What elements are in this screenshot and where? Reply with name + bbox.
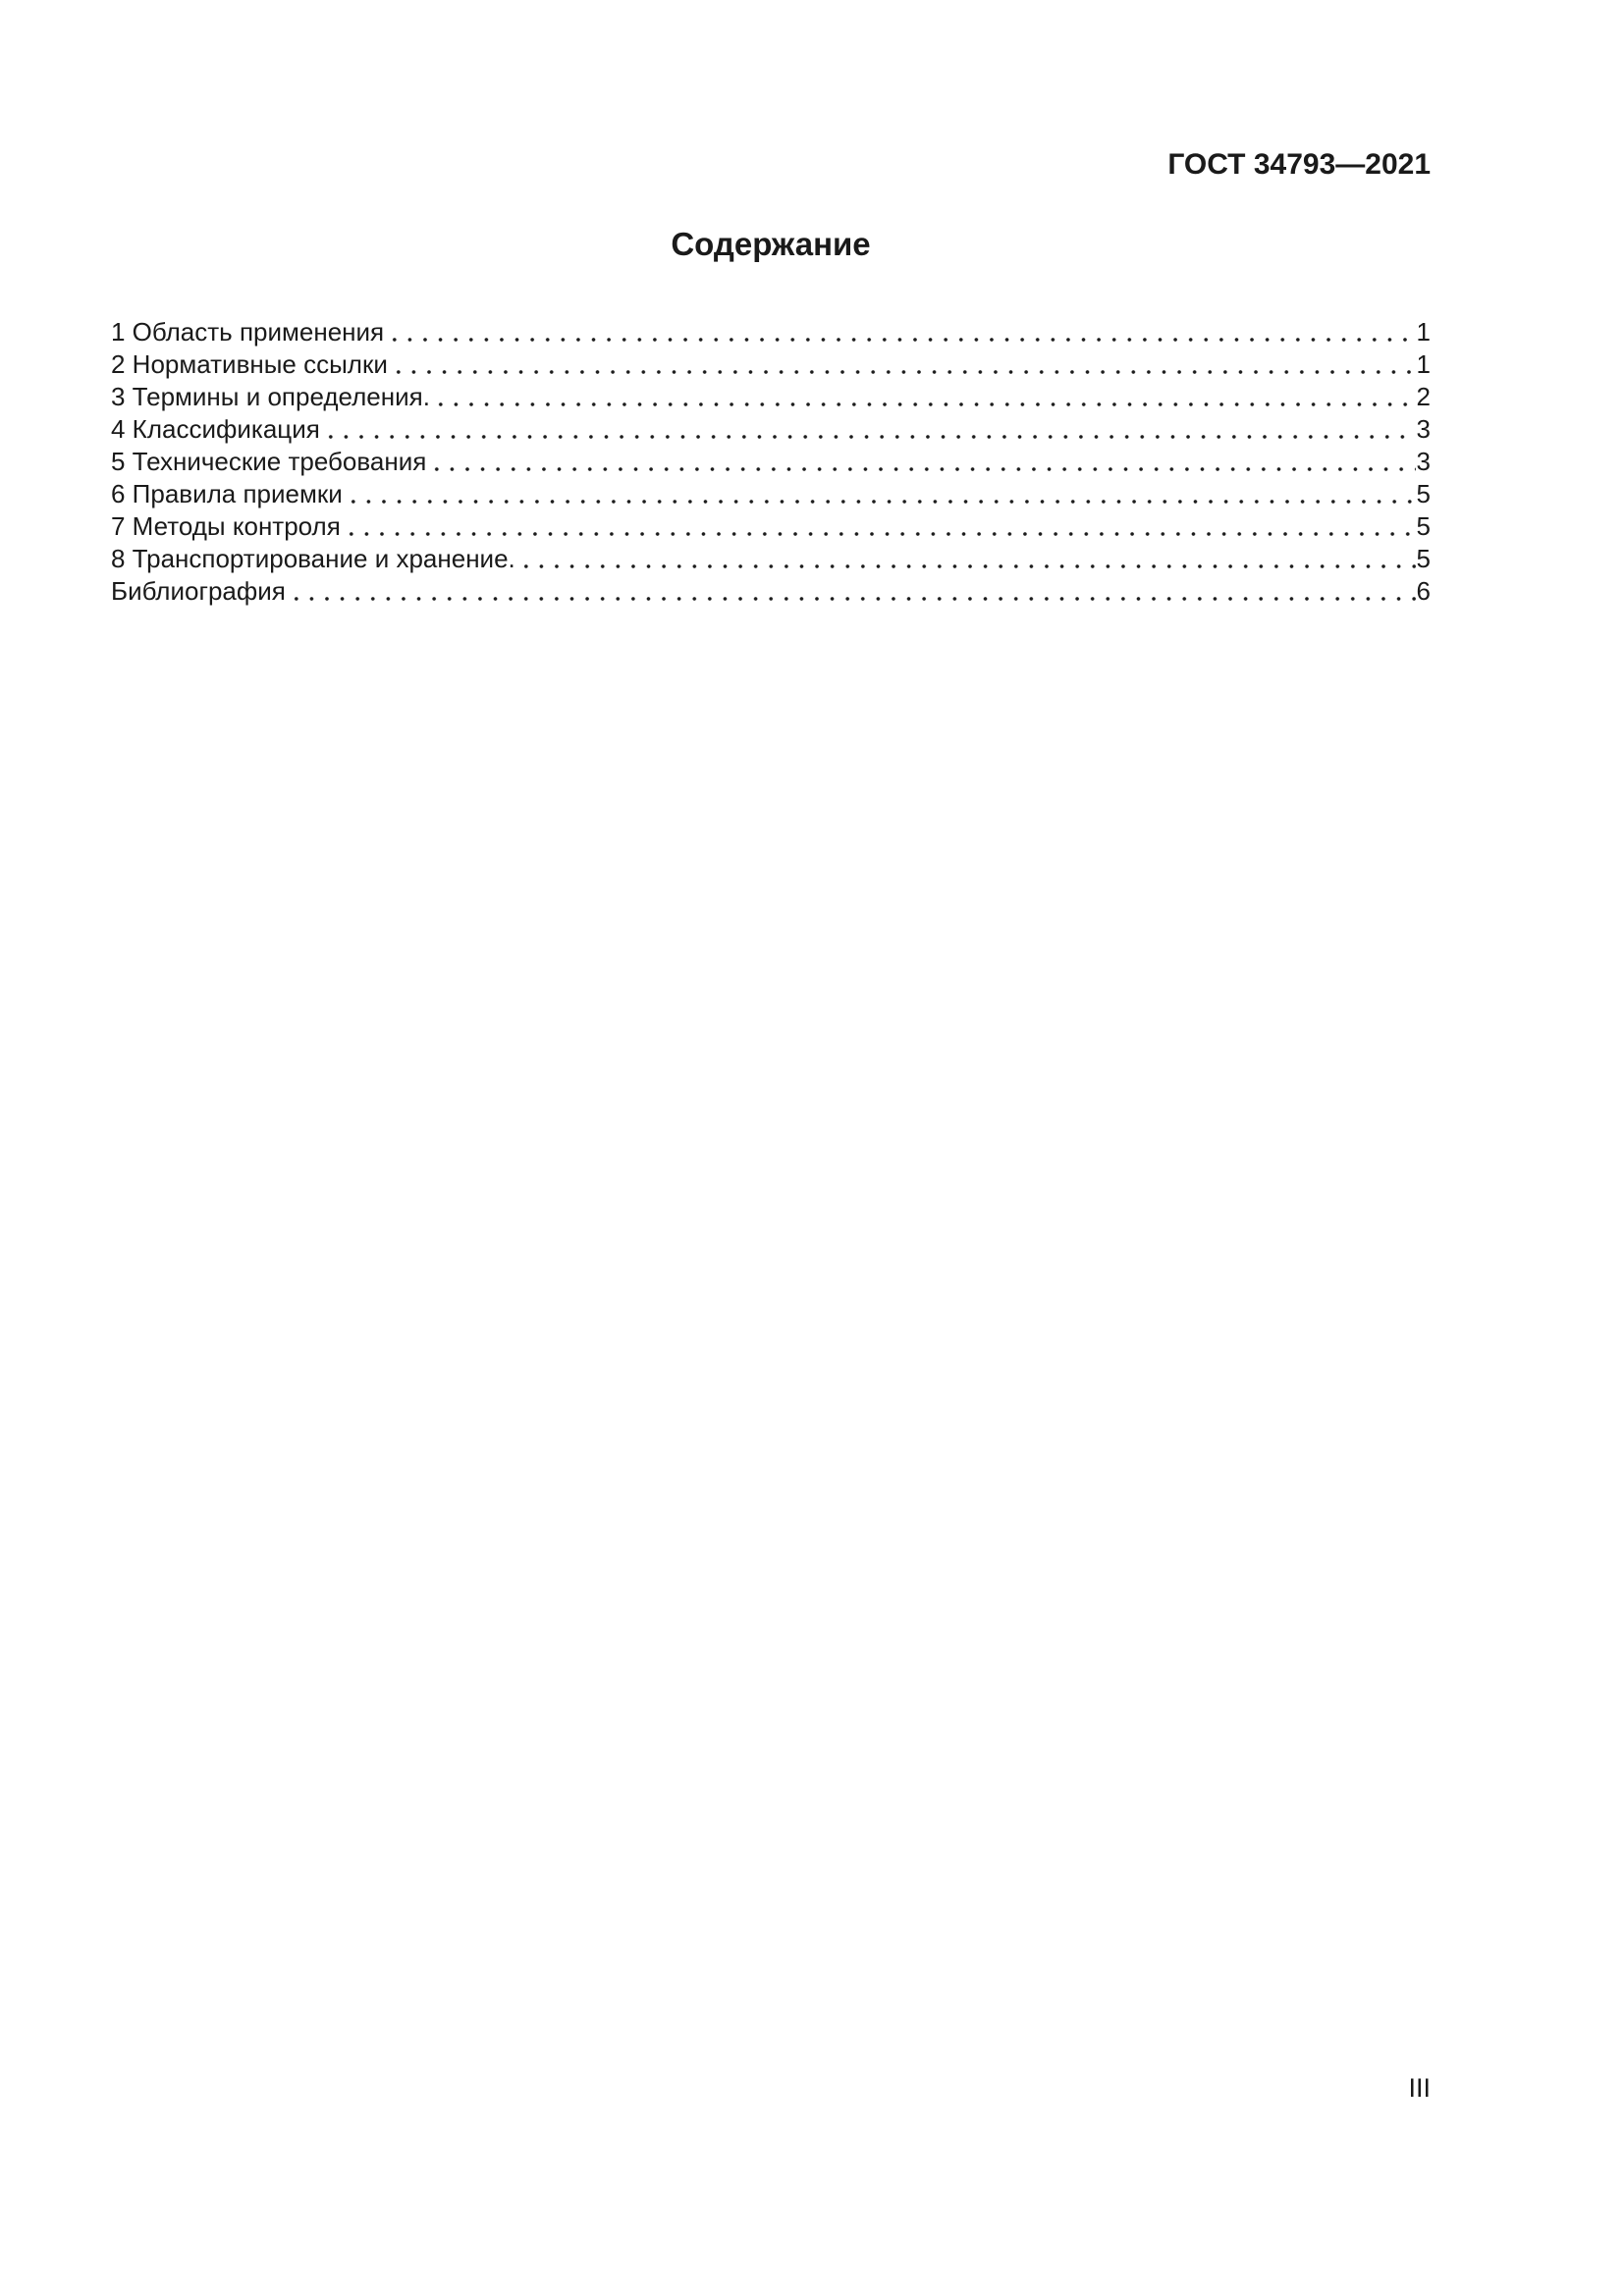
toc-entry [111, 446, 1431, 478]
toc-entry-page-number: 5 [1416, 479, 1431, 508]
page-number: III [1408, 2073, 1431, 2103]
page-title: Содержание [671, 226, 871, 262]
toc-entry [111, 510, 1431, 543]
toc-entry-label: Библиография [111, 576, 286, 606]
toc-entry [111, 413, 1431, 446]
toc-entry-page-number: 2 [1416, 382, 1431, 411]
toc-entry-label: 8 Транспортирование и хранение. [111, 544, 515, 573]
toc-entry-page-number: 5 [1416, 511, 1431, 541]
toc-entry [111, 316, 1431, 348]
toc-entry [111, 381, 1431, 413]
toc-entry-page-number: 1 [1416, 349, 1431, 379]
toc-entry-page-number: 6 [1416, 576, 1431, 606]
toc-entry-label: 7 Методы контроля [111, 511, 341, 541]
standard-designation: ГОСТ 34793—2021 [1167, 148, 1431, 181]
toc-entry-label: 5 Технические требования [111, 447, 427, 476]
toc-entry-page-number: 3 [1416, 414, 1431, 444]
dot-leader [287, 575, 1416, 608]
toc-entry-label: 6 Правила приемки [111, 479, 343, 508]
toc-entry [111, 348, 1431, 381]
dot-leader [431, 381, 1416, 413]
toc-entry-label: 2 Нормативные ссылки [111, 349, 388, 379]
toc-entry [111, 543, 1431, 575]
toc-entry [111, 575, 1431, 608]
toc-entry-page-number: 1 [1416, 317, 1431, 347]
toc-entry-label: 1 Область применения [111, 317, 385, 347]
dot-leader [344, 478, 1416, 510]
dot-leader [321, 413, 1416, 446]
table-of-contents [111, 316, 1431, 608]
dot-leader [385, 316, 1415, 348]
toc-entry-page-number: 3 [1416, 447, 1431, 476]
toc-entry-page-number: 5 [1416, 544, 1431, 573]
toc-entry-label: 4 Классификация [111, 414, 320, 444]
dot-leader [516, 543, 1416, 575]
toc-entry-label: 3 Термины и определения. [111, 382, 430, 411]
dot-leader [427, 446, 1415, 478]
toc-entry [111, 478, 1431, 510]
dot-leader [342, 510, 1416, 543]
dot-leader [389, 348, 1416, 381]
